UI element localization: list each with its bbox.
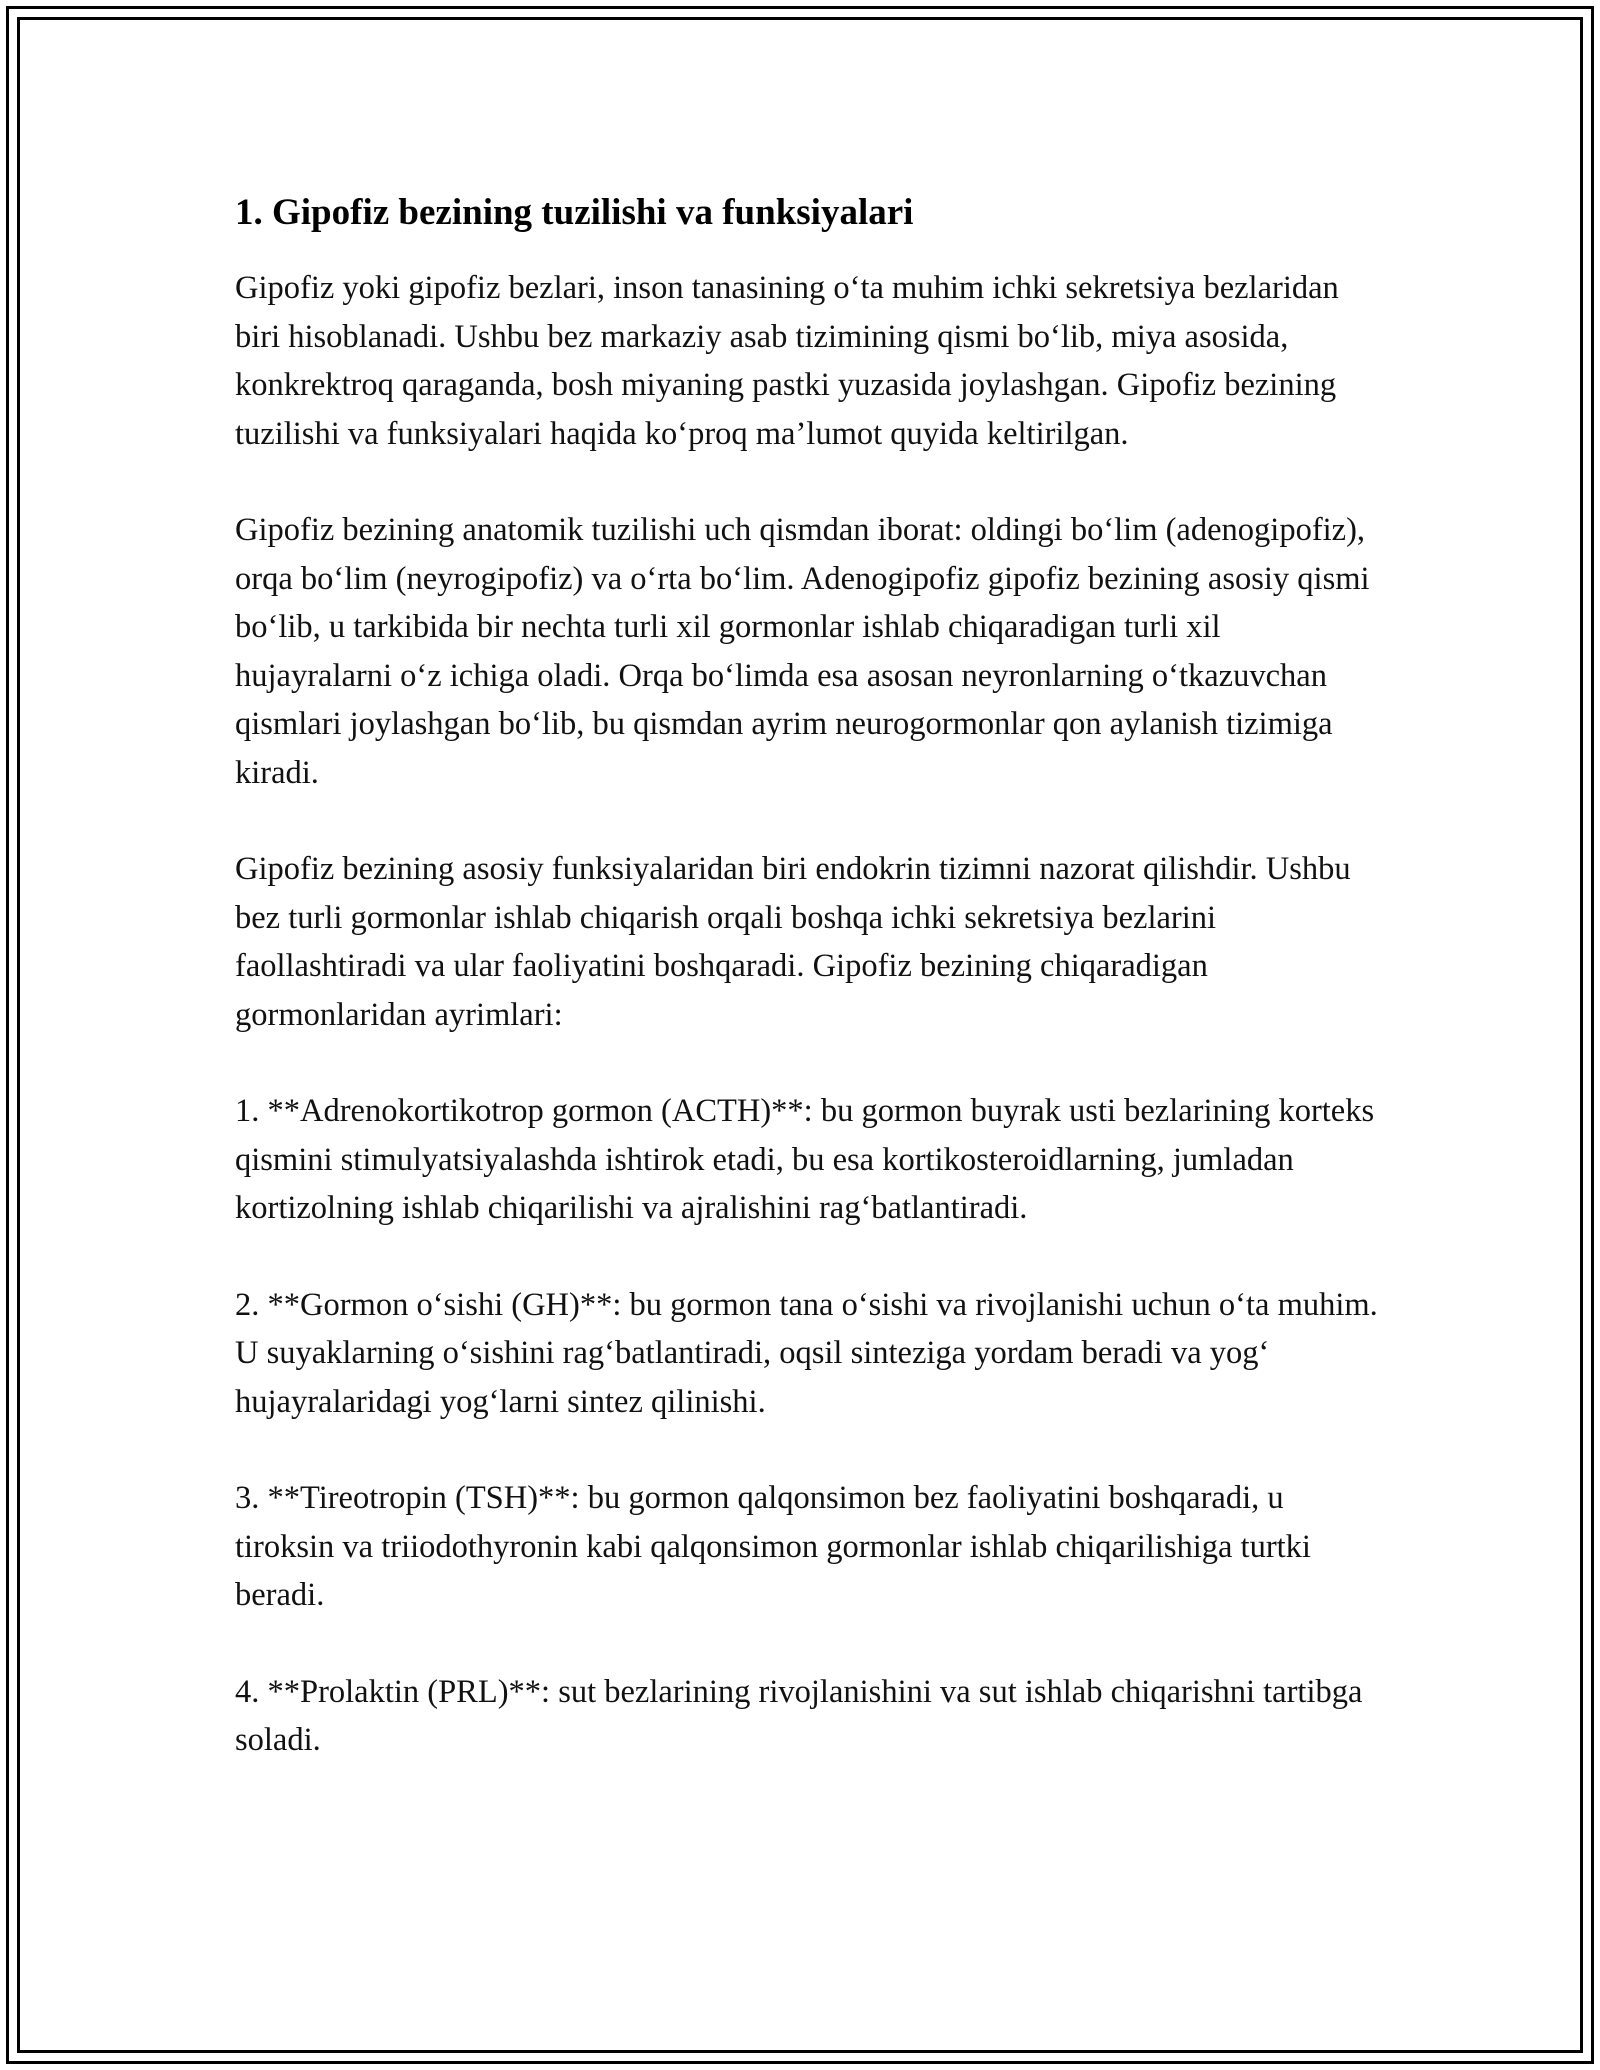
list-item-gh: 2. **Gormon o‘sishi (GH)**: bu gormon tana o‘sishi va rivojlanishi uchun o‘ta muhim. U suyaklarning o‘sishini rag‘batlantiradi, oqsil sinteziga yordam beradi va yog‘ hujayralaridagi yog‘larni sintez qilinishi. [235,1286,1378,1420]
paragraph-anatomy: Gipofiz bezining anatomik tuzilishi uch qismdan iborat: oldingi bo‘lim (adenogipofiz), orqa bo‘lim (neyrogipofiz) va o‘rta bo‘lim. Adenogipofiz gipofiz bezining asosiy qismi bo‘lib, u tarkibida bir nechta turli xil gormonlar ishlab chiqaradigan turli xil hujayralarni o‘z ichiga oladi. Orqa bo‘limda esa asosan neyronlarning o‘tkazuvchan qismlari joylashgan bo‘lib, bu qismdan ayrim neurogormonlar qon aylanish tizimiga kiradi. [235,512,1370,791]
document-body [235,188,1380,1813]
paragraph-intro: Gipofiz yoki gipofiz bezlari, inson tanasining o‘ta muhim ichki sekretsiya bezlaridan biri hisoblanadi. Ushbu bez markaziy asab tizimining qismi bo‘lib, miya asosida, konkrektroq qaraganda, bosh miyaning pastki yuzasida joylashgan. Gipofiz bezining tuzilishi va funksiyalari haqida ko‘proq ma’lumot quyida keltirilgan. [235,270,1339,452]
paragraph-functions: Gipofiz bezining asosiy funksiyalaridan biri endokrin tizimni nazorat qilishdir. Ushbu bez turli gormonlar ishlab chiqarish orqali boshqa ichki sekretsiya bezlarini faollashtiradi va ular faoliyatini boshqaradi. Gipofiz bezining chiqaradigan gormonlaridan ayrimlari: [235,851,1351,1033]
section-heading: 1. Gipofiz bezining tuzilishi va funksiyalari [235,192,914,233]
list-item-acth: 1. **Adrenokortikotrop gormon (ACTH)**: bu gormon buyrak usti bezlarining korteks qismini stimulyatsiyalashda ishtirok etadi, bu esa kortikosteroidlarning, jumladan kortizolning ishlab chiqarilishi va ajralishini rag‘batlantiradi. [235,1093,1375,1226]
list-item-tsh: 3. **Tireotropin (TSH)**: bu gormon qalqonsimon bez faoliyatini boshqaradi, u tiroksin va triiodothyronin kabi qalqonsimon gormonlar ishlab chiqarilishiga turtki beradi. [235,1480,1311,1613]
list-item-prl: 4. **Prolaktin (PRL)**: sut bezlarining rivojlanishini va sut ishlab chiqarishni tartibga soladi. [235,1673,1363,1758]
